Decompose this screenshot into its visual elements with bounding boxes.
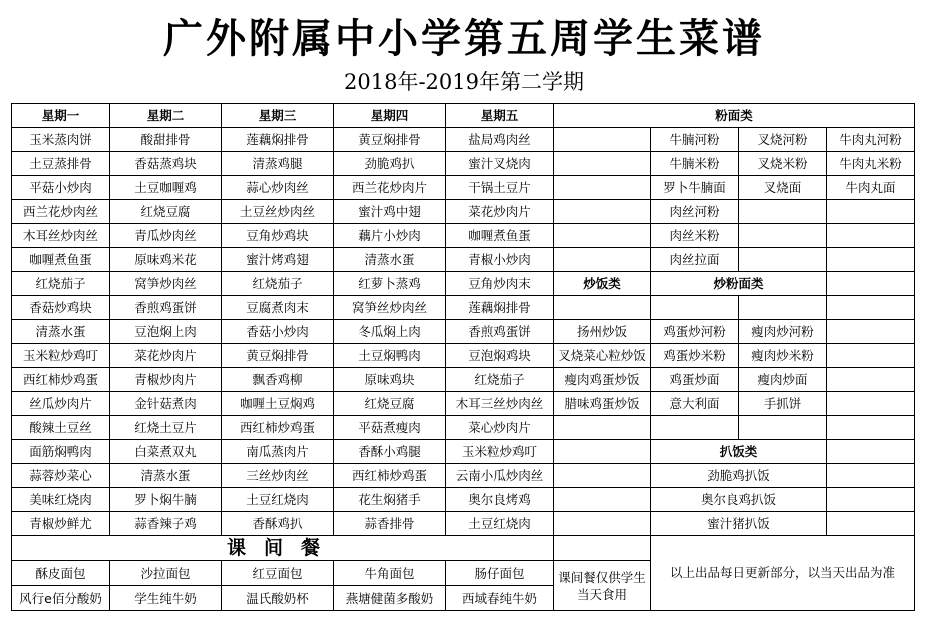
drink-item: 燕塘健菌多酸奶 <box>334 586 446 611</box>
dish-cell: 莲藕焖排骨 <box>222 128 334 152</box>
menu-row <box>12 272 915 296</box>
fried-noodles-item: 瘦肉炒米粉 <box>739 344 827 368</box>
dish-cell: 蒜香辣子鸡 <box>110 512 222 536</box>
menu-row <box>12 392 915 416</box>
menu-row <box>12 224 915 248</box>
empty-cell <box>827 200 915 224</box>
dish-cell: 西兰花炒肉丝 <box>12 200 110 224</box>
dish-cell: 木耳丝炒肉丝 <box>12 224 110 248</box>
dish-cell: 蜜汁鸡中翅 <box>334 200 446 224</box>
dish-cell: 咖喱煮鱼蛋 <box>12 248 110 272</box>
fried-noodles-item: 鸡蛋炒米粉 <box>651 344 739 368</box>
menu-row <box>12 440 915 464</box>
dish-cell: 盐局鸡肉丝 <box>446 128 554 152</box>
empty-cell <box>739 416 827 440</box>
empty-cell <box>554 176 651 200</box>
fried-noodles-item: 鸡蛋炒河粉 <box>651 320 739 344</box>
empty-cell <box>827 464 915 488</box>
dish-cell: 香菇小炒肉 <box>222 320 334 344</box>
fried-noodles-item: 瘦肉炒面 <box>739 368 827 392</box>
dish-cell: 冬瓜焖上肉 <box>334 320 446 344</box>
snack-title: 课间餐 <box>12 536 554 561</box>
dish-cell: 香酥小鸡腿 <box>334 440 446 464</box>
fried-rice-item: 瘦肉鸡蛋炒饭 <box>554 368 651 392</box>
snack-item: 牛角面包 <box>334 561 446 586</box>
snack-item: 红豆面包 <box>222 561 334 586</box>
dish-cell: 土豆丝炒肉丝 <box>222 200 334 224</box>
menu-row <box>12 512 915 536</box>
fried-rice-item: 腊味鸡蛋炒饭 <box>554 392 651 416</box>
menu-row <box>12 416 915 440</box>
menu-row <box>12 152 915 176</box>
empty-cell <box>554 224 651 248</box>
dish-cell: 清蒸鸡腿 <box>222 152 334 176</box>
empty-cell <box>651 416 739 440</box>
noodle-item: 肉丝拉面 <box>651 248 739 272</box>
dish-cell: 香煎鸡蛋饼 <box>446 320 554 344</box>
dish-cell: 莲藕焖排骨 <box>446 296 554 320</box>
empty-cell <box>827 392 915 416</box>
empty-cell <box>827 296 915 320</box>
empty-cell <box>651 296 739 320</box>
fried-noodles-item: 意大利面 <box>651 392 739 416</box>
day-header: 星期四 <box>334 104 446 128</box>
empty-cell <box>827 416 915 440</box>
menu-row <box>12 464 915 488</box>
dish-cell: 香酥鸡扒 <box>222 512 334 536</box>
dish-cell: 红烧豆腐 <box>110 200 222 224</box>
noodle-item: 牛肉丸面 <box>827 176 915 200</box>
dish-cell: 花生焖猪手 <box>334 488 446 512</box>
menu-row <box>12 200 915 224</box>
dish-cell: 香煎鸡蛋饼 <box>110 296 222 320</box>
noodles-title: 粉面类 <box>554 104 915 128</box>
menu-row <box>12 368 915 392</box>
menu-row <box>12 320 915 344</box>
dish-cell: 土豆蒸排骨 <box>12 152 110 176</box>
dish-cell: 红萝卜蒸鸡 <box>334 272 446 296</box>
fried-noodles-item: 手抓饼 <box>739 392 827 416</box>
empty-cell <box>554 488 651 512</box>
dish-cell: 黄豆焖排骨 <box>222 344 334 368</box>
dish-cell: 干锅土豆片 <box>446 176 554 200</box>
noodle-item: 肉丝米粉 <box>651 224 739 248</box>
dish-cell: 青椒炒鲜尤 <box>12 512 110 536</box>
dish-cell: 云南小瓜炒肉丝 <box>446 464 554 488</box>
dish-cell: 玉米粒炒鸡叮 <box>12 344 110 368</box>
menu-table <box>11 103 915 611</box>
empty-cell <box>554 248 651 272</box>
noodle-item: 牛腩河粉 <box>651 128 739 152</box>
dish-cell: 蜜汁烤鸡翅 <box>222 248 334 272</box>
dish-cell: 西红柿炒鸡蛋 <box>12 368 110 392</box>
dish-cell: 菜心炒肉片 <box>446 416 554 440</box>
dish-cell: 酸辣土豆丝 <box>12 416 110 440</box>
empty-cell <box>739 248 827 272</box>
dish-cell: 咖喱土豆焖鸡 <box>222 392 334 416</box>
dish-cell: 豆角炒肉末 <box>446 272 554 296</box>
dish-cell: 玉米蒸肉饼 <box>12 128 110 152</box>
dish-cell: 蒜香排骨 <box>334 512 446 536</box>
dish-cell: 豆泡焖上肉 <box>110 320 222 344</box>
dish-cell: 青椒炒肉片 <box>110 368 222 392</box>
menu-row <box>12 128 915 152</box>
empty-cell <box>827 272 915 296</box>
empty-cell <box>554 200 651 224</box>
rice-bowl-item: 奥尔良鸡扒饭 <box>651 488 827 512</box>
dish-cell: 土豆红烧肉 <box>446 512 554 536</box>
dish-cell: 奥尔良烤鸡 <box>446 488 554 512</box>
menu-row <box>12 176 915 200</box>
empty-cell <box>827 488 915 512</box>
fried-rice-item: 扬州炒饭 <box>554 320 651 344</box>
empty-cell <box>739 224 827 248</box>
dish-cell: 菜花炒肉片 <box>446 200 554 224</box>
dish-cell: 土豆焖鸭肉 <box>334 344 446 368</box>
day-header: 星期五 <box>446 104 554 128</box>
dish-cell: 劲脆鸡扒 <box>334 152 446 176</box>
dish-cell: 土豆红烧肉 <box>222 488 334 512</box>
empty-cell <box>554 128 651 152</box>
dish-cell: 西红柿炒鸡蛋 <box>222 416 334 440</box>
page-title: 广外附属中小学第五周学生菜谱 <box>163 15 765 62</box>
dish-cell: 窝笋丝炒肉丝 <box>334 296 446 320</box>
noodle-item: 牛肉丸米粉 <box>827 152 915 176</box>
day-header: 星期一 <box>12 104 110 128</box>
dish-cell: 香菇炒鸡块 <box>12 296 110 320</box>
notice-text: 以上出品每日更新部分，以当天出品为准 <box>651 536 915 611</box>
dish-cell: 青椒小炒肉 <box>446 248 554 272</box>
drink-item: 西域春纯牛奶 <box>446 586 554 611</box>
noodle-item: 牛肉丸河粉 <box>827 128 915 152</box>
drink-item: 学生纯牛奶 <box>110 586 222 611</box>
dish-cell: 红烧土豆片 <box>110 416 222 440</box>
dish-cell: 平菇煮瘦肉 <box>334 416 446 440</box>
dish-cell: 黄豆焖排骨 <box>334 128 446 152</box>
fried-noodles-item: 瘦肉炒河粉 <box>739 320 827 344</box>
dish-cell: 清蒸水蛋 <box>110 464 222 488</box>
dish-cell: 红烧茄子 <box>12 272 110 296</box>
dish-cell: 清蒸水蛋 <box>12 320 110 344</box>
empty-cell <box>827 320 915 344</box>
empty-cell <box>554 416 651 440</box>
drink-item: 温氏酸奶杯 <box>222 586 334 611</box>
menu-row <box>12 104 915 128</box>
snack-note: 课间餐仅供学生当天食用 <box>554 561 651 611</box>
menu-row <box>12 536 915 561</box>
dish-cell: 飘香鸡柳 <box>222 368 334 392</box>
dish-cell: 清蒸水蛋 <box>334 248 446 272</box>
empty-cell <box>827 512 915 536</box>
empty-cell <box>554 464 651 488</box>
dish-cell: 罗卜焖牛腩 <box>110 488 222 512</box>
dish-cell: 香菇蒸鸡块 <box>110 152 222 176</box>
drink-item: 风行e佰分酸奶 <box>12 586 110 611</box>
day-header: 星期二 <box>110 104 222 128</box>
empty-cell <box>554 440 651 464</box>
dish-cell: 三丝炒肉丝 <box>222 464 334 488</box>
fried-noodles-title: 炒粉面类 <box>651 272 827 296</box>
dish-cell: 金针菇煮肉 <box>110 392 222 416</box>
menu-row <box>12 488 915 512</box>
snack-item: 沙拉面包 <box>110 561 222 586</box>
snack-item: 肠仔面包 <box>446 561 554 586</box>
menu-row <box>12 296 915 320</box>
rice-bowl-item: 蜜汁猪扒饭 <box>651 512 827 536</box>
dish-cell: 美味红烧肉 <box>12 488 110 512</box>
dish-cell: 红烧豆腐 <box>334 392 446 416</box>
menu-row <box>12 248 915 272</box>
dish-cell: 木耳三丝炒肉丝 <box>446 392 554 416</box>
fried-rice-title: 炒饭类 <box>554 272 651 296</box>
rice-bowl-title: 扒饭类 <box>651 440 827 464</box>
dish-cell: 蜜汁叉烧肉 <box>446 152 554 176</box>
empty-cell <box>827 344 915 368</box>
noodle-item: 牛腩米粉 <box>651 152 739 176</box>
snack-item: 酥皮面包 <box>12 561 110 586</box>
dish-cell: 平菇小炒肉 <box>12 176 110 200</box>
dish-cell: 原味鸡米花 <box>110 248 222 272</box>
dish-cell: 青瓜炒肉丝 <box>110 224 222 248</box>
dish-cell: 豆角炒鸡块 <box>222 224 334 248</box>
dish-cell: 咖喱煮鱼蛋 <box>446 224 554 248</box>
empty-cell <box>554 512 651 536</box>
noodle-item: 叉烧米粉 <box>739 152 827 176</box>
dish-cell: 酸甜排骨 <box>110 128 222 152</box>
empty-cell <box>827 440 915 464</box>
noodle-item: 叉烧面 <box>739 176 827 200</box>
dish-cell: 豆腐煮肉末 <box>222 296 334 320</box>
dish-cell: 玉米粒炒鸡叮 <box>446 440 554 464</box>
dish-cell: 红烧茄子 <box>222 272 334 296</box>
dish-cell: 菜花炒肉片 <box>110 344 222 368</box>
dish-cell: 丝瓜炒肉片 <box>12 392 110 416</box>
noodle-item: 罗卜牛腩面 <box>651 176 739 200</box>
day-header: 星期三 <box>222 104 334 128</box>
empty-cell <box>827 248 915 272</box>
dish-cell: 红烧茄子 <box>446 368 554 392</box>
menu-row <box>12 344 915 368</box>
empty-cell <box>827 224 915 248</box>
noodle-item: 肉丝河粉 <box>651 200 739 224</box>
dish-cell: 土豆咖喱鸡 <box>110 176 222 200</box>
empty-cell <box>827 368 915 392</box>
dish-cell: 蒜心炒肉丝 <box>222 176 334 200</box>
dish-cell: 豆泡焖鸡块 <box>446 344 554 368</box>
empty-cell <box>739 296 827 320</box>
dish-cell: 西红柿炒鸡蛋 <box>334 464 446 488</box>
dish-cell: 藕片小炒肉 <box>334 224 446 248</box>
dish-cell: 原味鸡块 <box>334 368 446 392</box>
dish-cell: 白菜煮双丸 <box>110 440 222 464</box>
dish-cell: 窝笋炒肉丝 <box>110 272 222 296</box>
fried-noodles-item: 鸡蛋炒面 <box>651 368 739 392</box>
dish-cell: 面筋焖鸭肉 <box>12 440 110 464</box>
dish-cell: 西兰花炒肉片 <box>334 176 446 200</box>
fried-rice-item: 叉烧菜心粒炒饭 <box>554 344 651 368</box>
noodle-item: 叉烧河粉 <box>739 128 827 152</box>
empty-cell <box>739 200 827 224</box>
rice-bowl-item: 劲脆鸡扒饭 <box>651 464 827 488</box>
semester-subtitle: 2018年-2019年第二学期 <box>344 70 584 94</box>
dish-cell: 南瓜蒸肉片 <box>222 440 334 464</box>
dish-cell: 蒜蓉炒菜心 <box>12 464 110 488</box>
empty-cell <box>554 296 651 320</box>
empty-cell <box>554 152 651 176</box>
empty-cell <box>554 536 651 561</box>
